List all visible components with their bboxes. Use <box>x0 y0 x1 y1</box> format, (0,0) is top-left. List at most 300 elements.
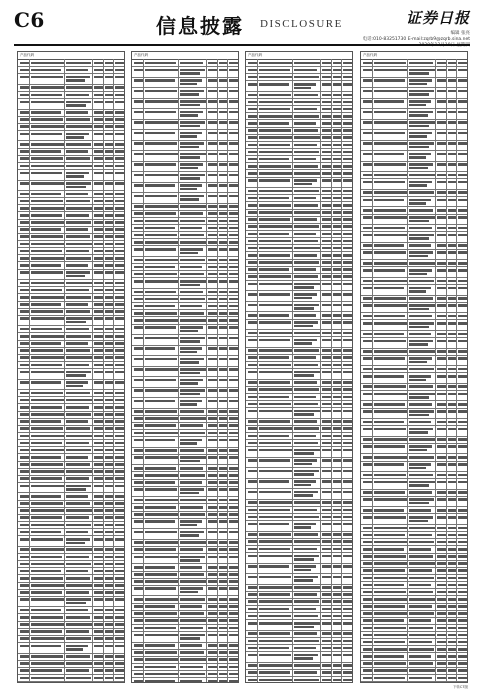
table-cell-text <box>458 403 467 406</box>
table-cell-text <box>94 289 103 292</box>
table-row <box>132 278 238 289</box>
table-cell-text <box>180 184 202 187</box>
table-row <box>361 320 467 331</box>
table-cell-text <box>322 396 331 399</box>
table-cell-text <box>448 209 456 212</box>
table-cell-text <box>374 555 406 558</box>
table-cell-text <box>248 122 257 125</box>
table-cell-text <box>448 527 456 530</box>
table-cell-text <box>105 563 113 566</box>
table-cell-text <box>105 371 113 374</box>
table-cell-text <box>31 645 61 648</box>
table-cell-text <box>259 480 289 483</box>
table-row <box>361 589 467 596</box>
table-cell-text <box>374 244 404 247</box>
table-cell-text <box>20 456 29 459</box>
table-cell-text <box>20 645 29 648</box>
table-cell-text <box>294 172 320 175</box>
table-cell-text <box>219 520 227 523</box>
table-cell-text <box>248 679 257 682</box>
table-cell-text <box>94 214 103 217</box>
table-cell-text <box>180 121 205 124</box>
table-cell-text <box>134 312 143 315</box>
table-cell-text <box>229 273 238 276</box>
table-cell-text <box>229 319 238 322</box>
table-cell-text <box>322 509 331 512</box>
table-cell-text <box>363 534 372 537</box>
table-cell-text <box>208 153 217 156</box>
table-cell-text <box>219 467 227 470</box>
table-cell-text <box>229 634 238 637</box>
table-cell-text <box>20 556 29 559</box>
table-cell-text <box>20 435 29 438</box>
table-cell-text <box>134 111 143 114</box>
table-cell-text <box>374 132 405 135</box>
table-cell-text <box>248 356 257 359</box>
table-cell-text <box>374 562 408 565</box>
table-cell-text <box>134 410 143 413</box>
table-cell-text <box>448 463 456 466</box>
table-cell-text <box>343 304 352 307</box>
table-cell-text <box>333 349 341 352</box>
table-row <box>246 142 352 149</box>
table-cell-text <box>229 212 238 215</box>
table-cell-text <box>105 630 113 633</box>
table-row <box>361 625 467 632</box>
table-cell-text <box>134 541 143 544</box>
table-cell-text <box>229 605 238 608</box>
table-cell-text <box>105 427 113 430</box>
table-cell-text <box>333 268 341 271</box>
table-cell-text <box>343 151 352 154</box>
table-cell-text <box>437 612 446 615</box>
table-cell-text <box>94 257 103 260</box>
table-cell-text <box>322 548 331 551</box>
table-cell-text <box>31 570 61 573</box>
table-cell-text <box>322 129 331 132</box>
table-cell-text <box>229 644 238 647</box>
table-cell-text <box>20 420 29 423</box>
table-cell-text <box>31 143 64 146</box>
table-cell-text <box>259 371 293 374</box>
table-cell-text <box>180 587 203 590</box>
table-cell-text <box>134 266 143 269</box>
table-cell-text <box>94 364 103 367</box>
table-cell-text <box>208 467 217 470</box>
table-cell-text <box>363 304 372 307</box>
table-cell-text <box>294 62 320 65</box>
table-cell-text <box>374 619 404 622</box>
table-cell-text <box>248 158 257 161</box>
table-cell-text <box>363 357 372 360</box>
table-cell-text <box>145 680 175 683</box>
table-cell-text <box>20 538 29 541</box>
table-cell-text <box>94 62 103 65</box>
table-cell-text <box>248 76 257 79</box>
table-cell-text <box>259 654 291 657</box>
table-cell-text <box>219 291 227 294</box>
table-cell-text <box>322 321 331 324</box>
table-cell-text <box>229 100 238 103</box>
table-cell-text <box>333 101 341 104</box>
table-cell-text <box>94 509 103 512</box>
table-row <box>361 454 467 461</box>
table-cell-text <box>20 677 29 680</box>
column-divider <box>456 59 457 682</box>
table-row <box>361 419 467 426</box>
table-cell-text <box>322 108 331 111</box>
table-cell-text <box>229 432 238 435</box>
table-cell-text <box>322 356 331 359</box>
table-cell-text <box>31 364 62 367</box>
table-cell-text <box>94 531 103 534</box>
table-cell-text <box>363 181 372 184</box>
table-cell-text <box>105 86 113 89</box>
table-cell-text <box>180 337 205 340</box>
table-row <box>132 78 238 89</box>
table-cell-text <box>180 389 205 392</box>
table-cell-text <box>229 513 238 516</box>
table-cell-text <box>294 268 316 271</box>
table-cell-text <box>115 303 124 306</box>
table-cell-text <box>448 322 456 325</box>
table-cell-text <box>333 654 341 657</box>
table-cell-text <box>259 115 292 118</box>
table-cell-text <box>208 347 217 350</box>
table-row <box>132 529 238 540</box>
table-cell-text <box>134 291 143 294</box>
table-cell-text <box>259 533 291 536</box>
table-cell-text <box>66 406 89 409</box>
table-cell-text <box>20 328 29 331</box>
table-cell-text <box>343 240 352 243</box>
table-row <box>246 380 352 387</box>
table-cell-text <box>322 115 331 118</box>
table-cell-text <box>105 289 113 292</box>
table-row <box>18 643 124 654</box>
table-row <box>246 274 352 281</box>
table-cell-text <box>20 413 29 416</box>
table-cell-text <box>409 132 432 135</box>
table-cell-text <box>66 637 91 640</box>
table-cell-text <box>208 680 217 683</box>
table-row <box>361 546 467 553</box>
table-cell-text <box>105 335 113 338</box>
table-cell-text <box>409 163 433 166</box>
table-cell-text <box>458 655 467 658</box>
table-cell-text <box>363 634 372 637</box>
table-cell-text <box>31 207 65 210</box>
column-divider <box>113 59 114 682</box>
table-cell-text <box>145 326 176 329</box>
table-cell-text <box>229 234 238 237</box>
table-cell-text <box>363 474 372 477</box>
table-cell-text <box>20 257 29 260</box>
table-cell-text <box>180 499 206 502</box>
table-cell-text <box>343 62 352 65</box>
table-cell-text <box>343 576 352 579</box>
table-cell-text <box>448 516 456 519</box>
table-cell-text <box>115 435 124 438</box>
table-cell-text <box>219 644 227 647</box>
table-cell-text <box>363 132 372 135</box>
table-cell-text <box>448 304 456 307</box>
table-cell-text <box>294 410 320 413</box>
table-cell-text <box>294 314 316 317</box>
table-cell-text <box>294 94 318 97</box>
table-cell-text <box>219 513 227 516</box>
table-cell-text <box>458 280 467 283</box>
table-cell-text <box>180 111 203 114</box>
table-row <box>132 423 238 430</box>
table-cell-text <box>66 371 91 374</box>
table-cell-text <box>458 163 467 166</box>
table-cell-text <box>409 527 435 530</box>
table-cell-text <box>229 673 238 676</box>
table-cell-text <box>219 634 227 637</box>
table-cell-text <box>219 658 227 661</box>
table-row <box>246 479 352 490</box>
table-cell-text <box>374 269 405 272</box>
table-cell-text <box>105 435 113 438</box>
table-cell-text <box>115 456 124 459</box>
table-cell-text <box>31 356 65 359</box>
table-cell-text <box>105 118 113 121</box>
table-cell-text <box>145 556 178 559</box>
table-cell-text <box>409 340 433 343</box>
column-divider <box>178 59 179 682</box>
table-cell-text <box>20 69 29 72</box>
table-row <box>246 433 352 440</box>
table-cell-text <box>437 456 446 459</box>
table-row <box>18 316 124 327</box>
table-cell-text <box>134 605 143 608</box>
table-row <box>18 348 124 355</box>
table-cell-text <box>322 165 331 168</box>
table-cell-text <box>180 79 202 82</box>
table-cell-text <box>94 524 103 527</box>
table-cell-text <box>374 516 406 519</box>
table-cell-text <box>219 580 227 583</box>
table-row <box>361 653 467 660</box>
table-cell-text <box>343 640 352 643</box>
table-cell-text <box>259 254 290 257</box>
table-cell-text <box>219 556 227 559</box>
table-cell-text <box>229 499 238 502</box>
table-cell-text <box>219 184 227 187</box>
table-row <box>18 529 124 536</box>
table-cell-text <box>229 280 238 283</box>
table-cell-text <box>94 264 103 267</box>
table-row <box>246 507 352 514</box>
table-cell-text <box>448 234 456 237</box>
table-cell-text <box>448 612 456 615</box>
table-row <box>132 257 238 264</box>
table-cell-text <box>374 79 405 82</box>
table-cell-text <box>66 591 89 594</box>
table-cell-text <box>322 516 331 519</box>
table-cell-text <box>294 83 316 86</box>
table-cell-text <box>31 399 65 402</box>
table-cell-text <box>248 449 257 452</box>
table-cell-text <box>294 108 317 111</box>
table-cell-text <box>208 449 217 452</box>
table-cell-text <box>20 349 29 352</box>
table-cell-text <box>66 125 92 128</box>
table-row <box>361 462 467 473</box>
table-row <box>132 540 238 547</box>
table-cell-text <box>94 413 103 416</box>
table-row <box>18 181 124 192</box>
table-cell-text <box>219 319 227 322</box>
table-cell-text <box>229 531 238 534</box>
table-cell-text <box>66 420 88 423</box>
table-cell-text <box>219 598 227 601</box>
table-row <box>18 198 124 205</box>
table-cell-text <box>294 435 316 438</box>
table-cell-text <box>229 248 238 251</box>
table-cell-text <box>219 298 227 301</box>
table-cell-text <box>229 69 238 72</box>
table-cell-text <box>248 555 257 558</box>
table-cell-text <box>333 622 341 625</box>
table-cell-text <box>448 90 456 93</box>
table-cell-text <box>409 534 432 537</box>
table-cell-text <box>259 179 290 182</box>
table-cell-text <box>105 413 113 416</box>
table-cell-text <box>248 190 257 193</box>
table-cell-text <box>333 247 341 250</box>
table-cell-text <box>180 205 206 208</box>
table-cell-text <box>374 428 406 431</box>
table-row <box>361 285 467 296</box>
table-cell-text <box>343 356 352 359</box>
table-cell-text <box>458 111 467 114</box>
table-row <box>18 326 124 333</box>
table-cell-text <box>248 586 257 589</box>
table-cell-text <box>437 498 446 501</box>
table-cell-text <box>409 498 434 501</box>
table-row <box>132 211 238 218</box>
table-cell-text <box>229 379 238 382</box>
table-cell-text <box>374 287 404 290</box>
table-cell-text <box>94 200 103 203</box>
table-cell-text <box>363 584 372 587</box>
table-cell-text <box>94 317 103 320</box>
table-row <box>18 141 124 148</box>
table-cell-text <box>134 481 143 484</box>
table-cell-text <box>448 403 456 406</box>
table-cell-text <box>437 516 446 519</box>
table-cell-text <box>374 627 406 630</box>
table-row <box>246 606 352 613</box>
table-cell-text <box>437 191 446 194</box>
table-row <box>246 67 352 74</box>
table-row <box>132 664 238 671</box>
table-cell-text <box>248 321 257 324</box>
table-cell-text <box>374 209 406 212</box>
table-cell-text <box>20 150 29 153</box>
table-cell-text <box>374 612 407 615</box>
table-cell-text <box>448 368 456 371</box>
table-cell-text <box>229 619 238 622</box>
table-cell-text <box>322 470 331 473</box>
table-row <box>246 521 352 532</box>
table-cell-text <box>134 121 143 124</box>
table-cell-text <box>437 315 446 318</box>
table-cell-text <box>248 225 257 228</box>
table-row <box>18 241 124 248</box>
table-cell-text <box>66 630 89 633</box>
table-cell-text <box>363 509 372 512</box>
table-cell-text <box>115 371 124 374</box>
table-row <box>361 409 467 420</box>
table-cell-text <box>66 69 88 72</box>
contact-line: 电话:010-83251730 E-mail:zqrb9@zqrb.sina.net <box>362 37 470 42</box>
table-cell-text <box>180 417 206 420</box>
table-cell-text <box>66 62 91 65</box>
table-cell-text <box>66 200 90 203</box>
table-cell-text <box>374 438 408 441</box>
table-cell-text <box>259 640 292 643</box>
column-divider <box>143 59 144 682</box>
table-cell-text <box>208 259 217 262</box>
table-cell-text <box>115 392 124 395</box>
table-cell-text <box>20 463 29 466</box>
table-cell-text <box>259 268 289 271</box>
table-cell-text <box>66 150 88 153</box>
table-row <box>132 303 238 310</box>
table-cell-text <box>219 220 227 223</box>
table-row <box>361 296 467 303</box>
table-cell-text <box>66 207 92 210</box>
table-cell-text <box>134 389 143 392</box>
table-cell-text <box>145 417 179 420</box>
table-cell-text <box>145 658 179 661</box>
table-cell-text <box>145 291 176 294</box>
table-cell-text <box>363 428 372 431</box>
table-cell-text <box>458 90 467 93</box>
table-cell-text <box>145 227 175 230</box>
table-cell-text <box>322 151 331 154</box>
table-cell-text <box>180 627 203 630</box>
table-cell-text <box>437 357 446 360</box>
table-cell-text <box>31 677 64 680</box>
table-cell-text <box>115 200 124 203</box>
table-cell-text <box>134 566 143 569</box>
table-cell-text <box>105 485 113 488</box>
table-cell-text <box>322 179 331 182</box>
table-cell-text <box>208 326 217 329</box>
table-cell-text <box>94 470 103 473</box>
table-cell-text <box>333 664 341 667</box>
table-cell-text <box>134 319 143 322</box>
table-cell-text <box>322 420 331 423</box>
table-cell-text <box>374 69 408 72</box>
table-cell-text <box>66 435 92 438</box>
table-row <box>18 294 124 301</box>
table-cell-text <box>145 132 175 135</box>
table-cell-text <box>448 648 456 651</box>
table-cell-text <box>115 420 124 423</box>
table-cell-text <box>31 257 64 260</box>
table-cell-text <box>343 218 352 221</box>
table-cell-text <box>437 174 446 177</box>
table-cell-text <box>219 280 227 283</box>
table-cell-text <box>20 371 29 374</box>
table-cell-text <box>248 410 257 413</box>
table-cell-text <box>294 240 318 243</box>
